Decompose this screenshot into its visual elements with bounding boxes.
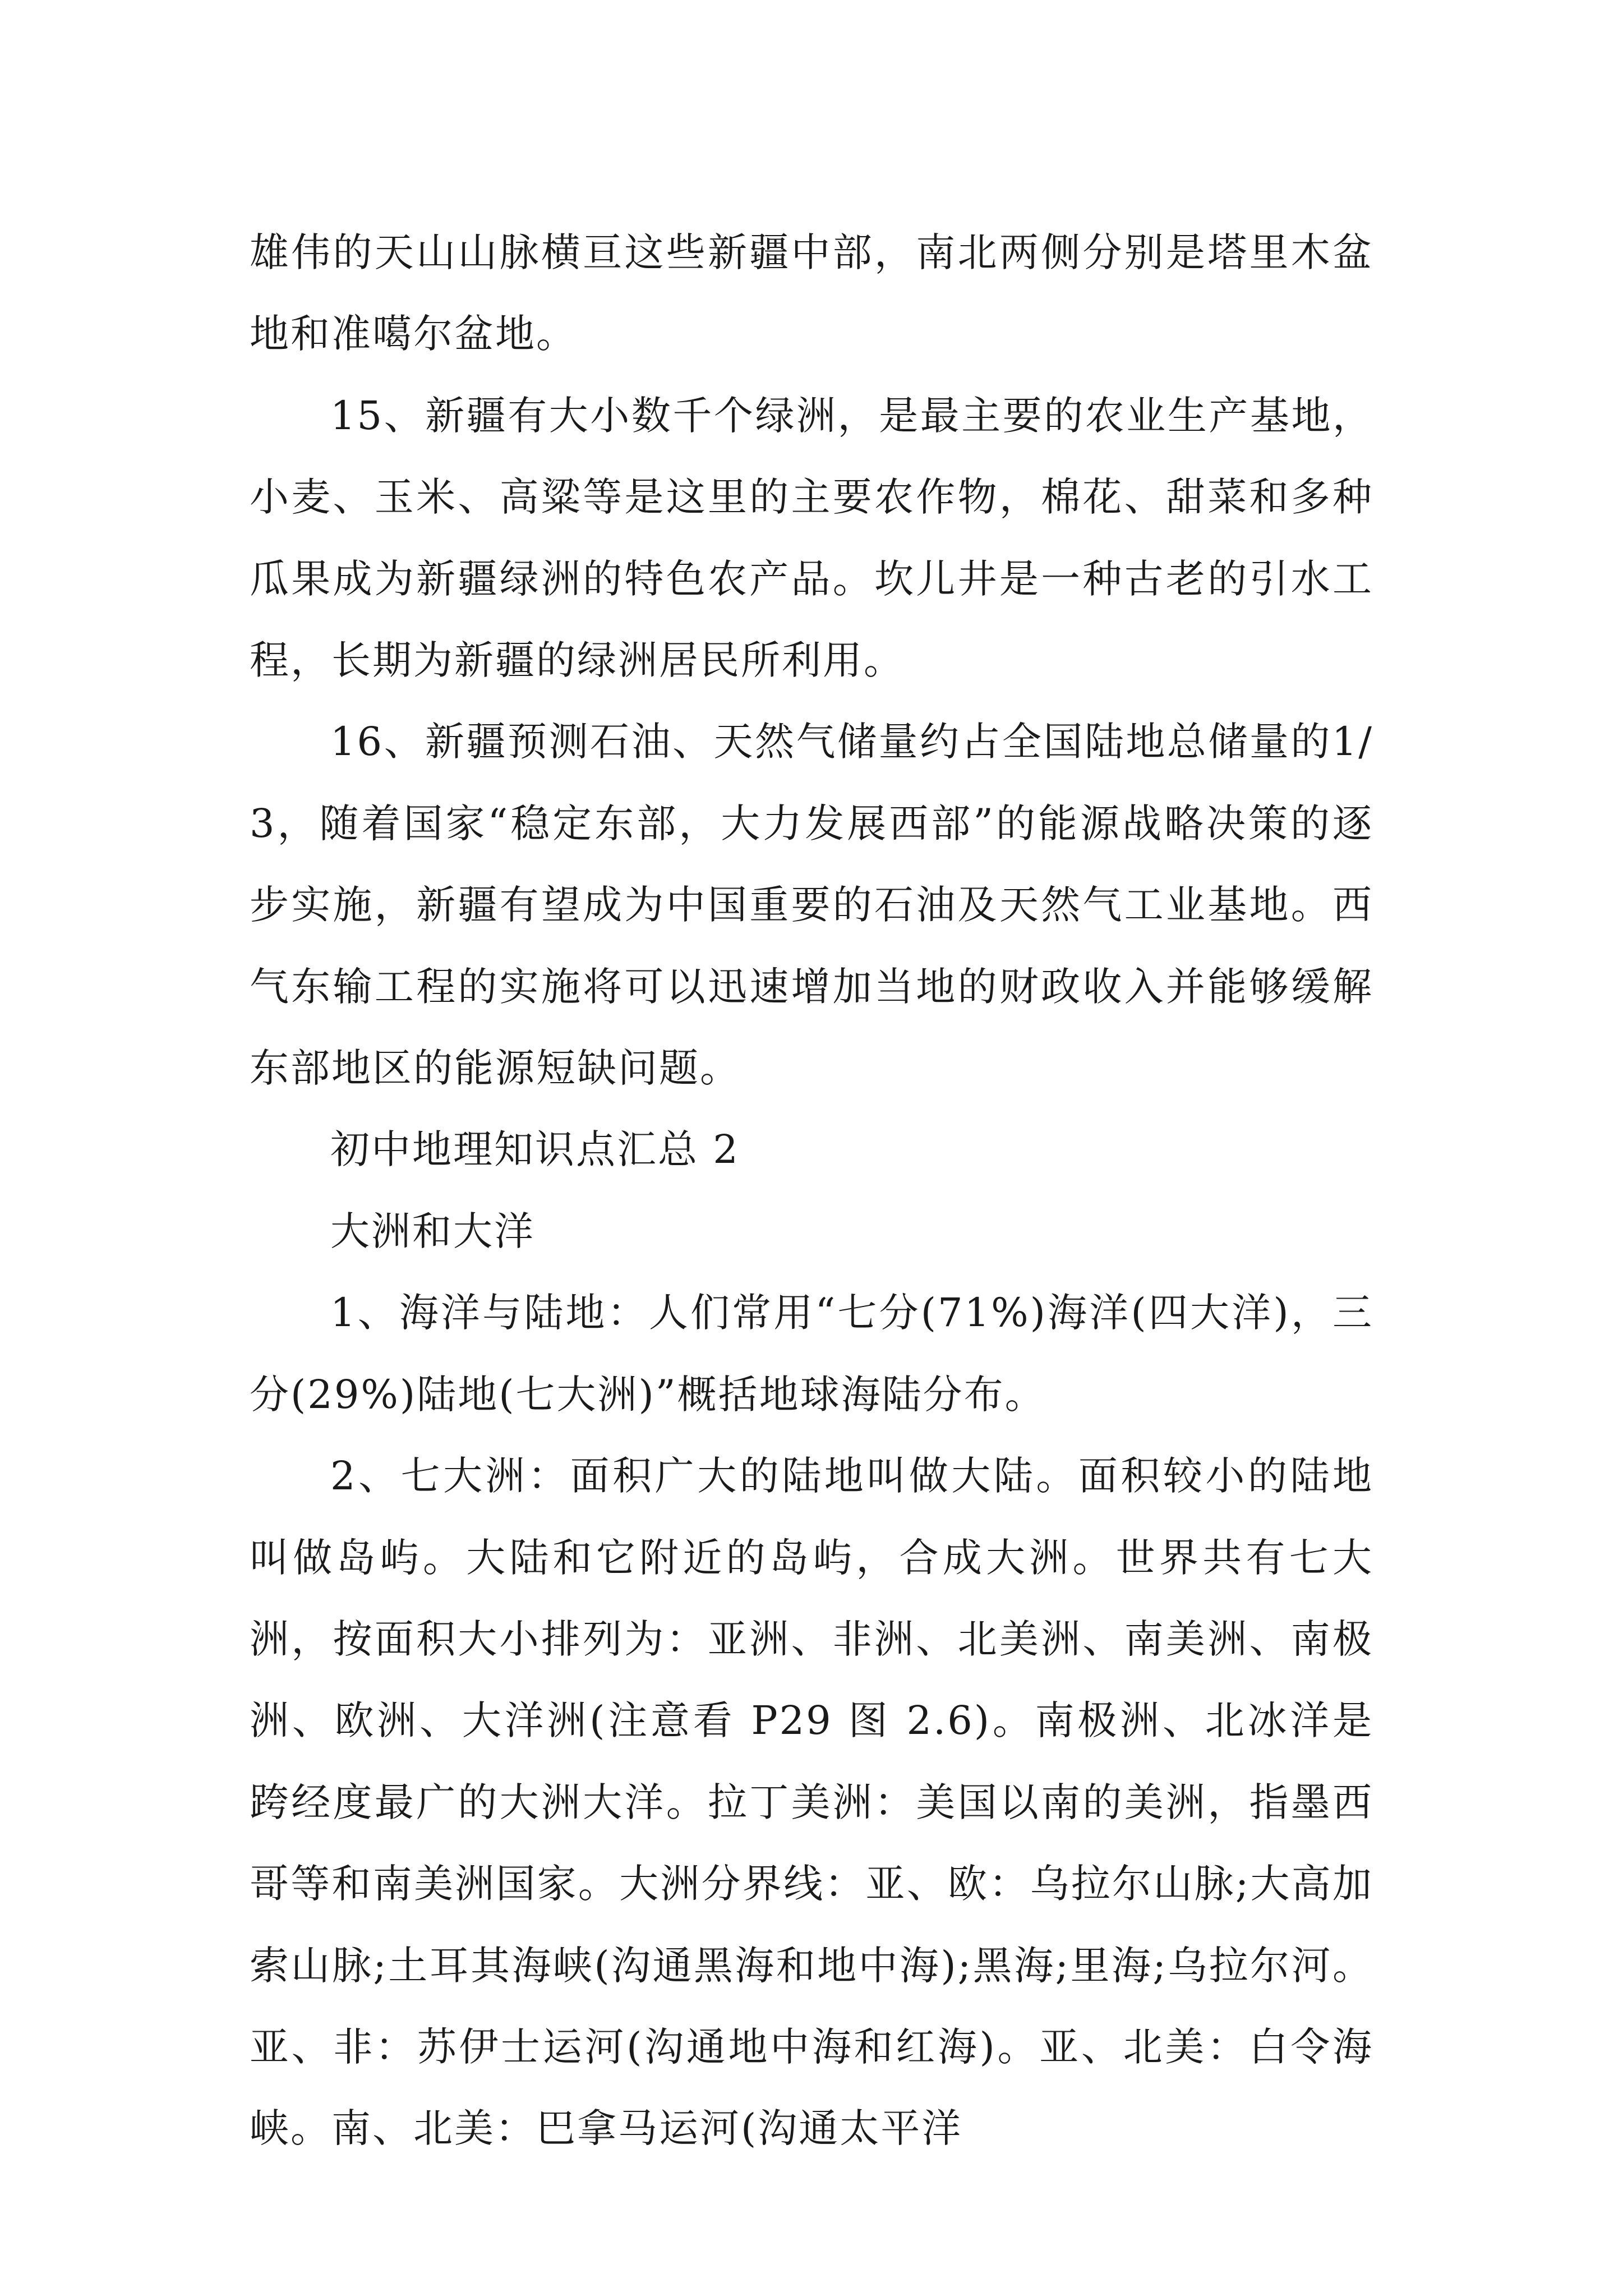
section-subheading: 大洲和大洋	[330, 1208, 535, 1254]
paragraph-item-15: 15、新疆有大小数千个绿洲，是最主要的农业生产基地，小麦、玉米、高粱等是这里的主要农作物，棉花、甜菜和多种瓜果成为新疆绿洲的特色农产品。坎儿井是一种古老的引水工程，长期为新疆的绿洲居民所利用。	[250, 392, 1373, 684]
paragraph-continuation: 雄伟的天山山脉横亘这些新疆中部，南北两侧分别是塔里木盆地和准噶尔盆地。	[250, 229, 1373, 357]
document-body	[250, 212, 1373, 2170]
paragraph-item-1: 1、海洋与陆地：人们常用“七分(71%)海洋(四大洋)，三分(29%)陆地(七大洲)”概括地球海陆分布。	[250, 1290, 1373, 1418]
section-heading: 初中地理知识点汇总 2	[330, 1126, 740, 1173]
paragraph-item-2: 2、七大洲：面积广大的陆地叫做大陆。面积较小的陆地叫做岛屿。大陆和它附近的岛屿，合成大洲。世界共有七大洲，按面积大小排列为：亚洲、非洲、北美洲、南美洲、南极洲、欧洲、大洋洲(注意看 P29 图 2.6)。南极洲、北冰洋是跨经度最广的大洲大洋。拉丁美洲：美国以南的美洲，指墨西哥等和南美洲国家。大洲分界线：亚、欧：乌拉尔山脉;大高加索山脉;土耳其海峡(沟通黑海和地中海);黑海;里海;乌拉尔河。亚、非：苏伊士运河(沟通地中海和红海)。亚、北美：白令海峡。南、北美：巴拿马运河(沟通太平洋	[250, 1453, 1373, 2152]
paragraph-item-16: 16、新疆预测石油、天然气储量约占全国陆地总储量的1/3，随着国家“稳定东部，大力发展西部”的能源战略决策的逐步实施，新疆有望成为中国重要的石油及天然气工业基地。西气东输工程的实施将可以迅速增加当地的财政收入并能够缓解东部地区的能源短缺问题。	[250, 719, 1373, 1092]
